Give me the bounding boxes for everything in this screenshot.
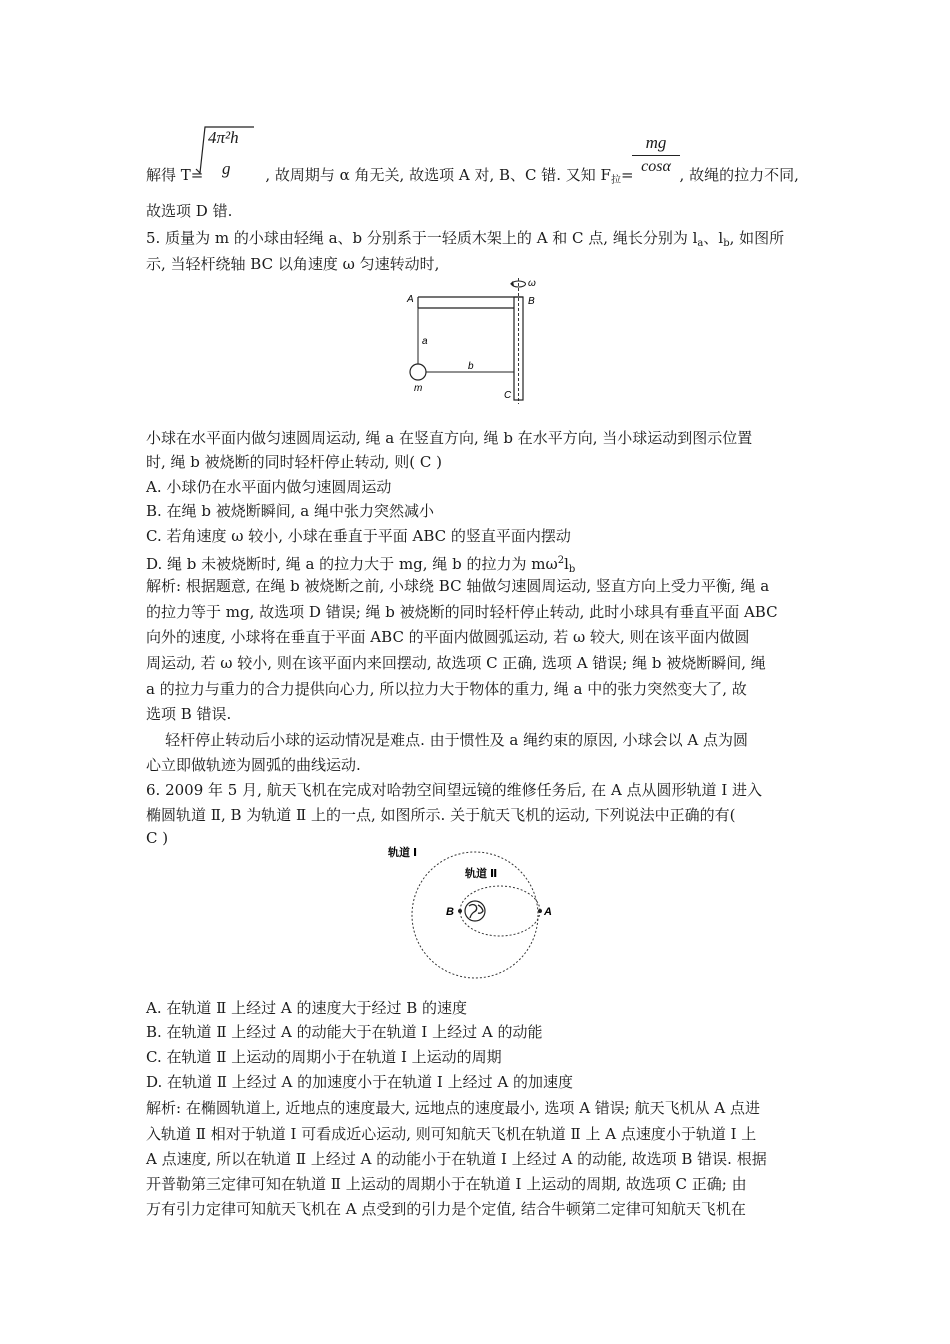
q6-analysis-line-4: 开普勒第三定律可知在轨道 Ⅱ 上运动的周期小于在轨道 Ⅰ 上运动的周期, 故选项 C 正确; 由 [146, 1175, 747, 1193]
q6-option-d: D. 在轨道 Ⅱ 上经过 A 的加速度小于在轨道 Ⅰ 上经过 A 的加速度 [146, 1073, 573, 1091]
q5-cont-line-1: 小球在水平面内做匀速圆周运动, 绳 a 在竖直方向, 绳 b 在水平方向, 当小球运动到图示位置 [146, 429, 753, 447]
q6-option-c: C. 在轨道 Ⅱ 上运动的周期小于在轨道 Ⅰ 上运动的周期 [146, 1048, 502, 1066]
q5-option-a: A. 小球仍在水平面内做匀速圆周运动 [146, 478, 392, 496]
q5-analysis-line-4: 周运动, 若 ω 较小, 则在该平面内来回摆动, 故选项 C 正确, 选项 A 错误; 绳 b 被烧断瞬间, 绳 [146, 654, 766, 672]
sqrt-denominator: g [222, 159, 231, 178]
point-A-dot [538, 909, 542, 913]
label-orbit-2: 轨道 Ⅱ [465, 868, 498, 880]
q5-note-line-1: 轻杆停止转动后小球的运动情况是难点. 由于惯性及 a 绳约束的原因, 小球会以 A 点为圆 [146, 731, 748, 749]
q6-stem-line-1: 6. 2009 年 5 月, 航天飞机在完成对哈勃空间望远镜的维修任务后, 在 A 点从圆形轨道 Ⅰ 进入 [146, 781, 763, 799]
label-A: A [407, 294, 414, 305]
q5-option-c: C. 若角速度 ω 较小, 小球在垂直于平面 ABC 的竖直平面内摆动 [146, 527, 571, 545]
label-point-A: A [544, 906, 552, 918]
q5-analysis-line-2: 的拉力等于 mg, 故选项 D 错误; 绳 b 被烧断的同时轻杆停止转动, 此时小球具有垂直平面 ABC [146, 603, 778, 621]
orbit-figure [380, 843, 580, 985]
label-point-B: B [446, 906, 454, 918]
label-C: C [504, 390, 512, 401]
q5-stem-line-1: 5. 质量为 m 的小球由轻绳 a、b 分别系于一轻质木架上的 A 和 C 点, 绳长分别为 $l_a$、$l_b$, 如图所 [146, 229, 785, 249]
q6-stem-line-2: 椭圆轨道 Ⅱ, B 为轨道 Ⅱ 上的一点, 如图所示. 关于航天飞机的运动, 下列说法中正确的有( [146, 806, 736, 824]
label-m: m [414, 383, 423, 394]
q5-analysis-line-6: 选项 B 错误. [146, 705, 232, 723]
q5-note-line-2: 心立即做轨迹为圆弧的曲线运动. [146, 756, 361, 774]
tension-fraction: mg cosα [632, 133, 680, 176]
q5-analysis-line-1: 解析: 根据题意, 在绳 b 被烧断之前, 小球绕 BC 轴做匀速圆周运动, 竖直方向上受力平衡, 绳 a [146, 577, 770, 595]
q5-option-d: D. 绳 b 未被烧断时, 绳 a 的拉力大于 mg, 绳 b 的拉力为 $m\omega^2l_b$ [146, 555, 576, 575]
point-B-dot [458, 909, 462, 913]
label-a: a [422, 336, 428, 347]
label-B: B [528, 296, 535, 307]
q6-analysis-line-2: 入轨道 Ⅱ 相对于轨道 Ⅰ 可看成近心运动, 则可知航天飞机在轨道 Ⅱ 上 A 点速度小于轨道 Ⅰ 上 [146, 1125, 757, 1143]
q5-cont-line-2: 时, 绳 b 被烧断的同时轻杆停止转动, 则( C ) [146, 453, 442, 471]
q5-stem-line-2: 示, 当轻杆绕轴 BC 以角速度 ω 匀速转动时, [146, 255, 440, 273]
q5-analysis-line-5: a 的拉力与重力的合力提供向心力, 所以拉力大于物体的重力, 绳 a 中的张力突然变大了, 故 [146, 680, 747, 698]
q5-analysis-line-3: 向外的速度, 小球将在垂直于平面 ABC 的平面内做圆弧运动, 若 ω 较大, 则在该平面内做圆 [146, 628, 750, 646]
q6-stem-line-3: C ) [146, 829, 169, 847]
q6-analysis-line-5: 万有引力定律可知航天飞机在 A 点受到的引力是个定值, 结合牛顿第二定律可知航天飞机在 [146, 1200, 746, 1218]
rotating-frame-figure [400, 276, 560, 406]
q6-option-a: A. 在轨道 Ⅱ 上经过 A 的速度大于经过 B 的速度 [146, 999, 468, 1017]
q6-option-b: B. 在轨道 Ⅱ 上经过 A 的动能大于在轨道 Ⅰ 上经过 A 的动能 [146, 1023, 543, 1041]
q6-analysis-line-1: 解析: 在椭圆轨道上, 近地点的速度最大, 远地点的速度最小, 选项 A 错误; 航天飞机从 A 点进 [146, 1099, 760, 1117]
sqrt-numerator: 4π²h [208, 128, 239, 147]
label-b: b [468, 361, 474, 372]
label-omega: ω [528, 278, 536, 289]
q6-analysis-line-3: A 点速度, 所以在轨道 Ⅱ 上经过 A 的动能小于在轨道 Ⅰ 上经过 A 的动能, 故选项 B 错误. 根据 [146, 1150, 767, 1168]
period-result-line: 解得 T= , 故周期与 α 角无关, 故选项 A 对, B、C 错. 又知 $F_拉=$ , 故绳的拉力不同, [146, 166, 799, 186]
q5-option-b: B. 在绳 b 被烧断瞬间, a 绳中张力突然减小 [146, 502, 434, 520]
ball [410, 364, 426, 380]
period-result-line-2: 故选项 D 错. [146, 202, 233, 220]
label-orbit-1: 轨道 Ⅰ [388, 847, 418, 859]
